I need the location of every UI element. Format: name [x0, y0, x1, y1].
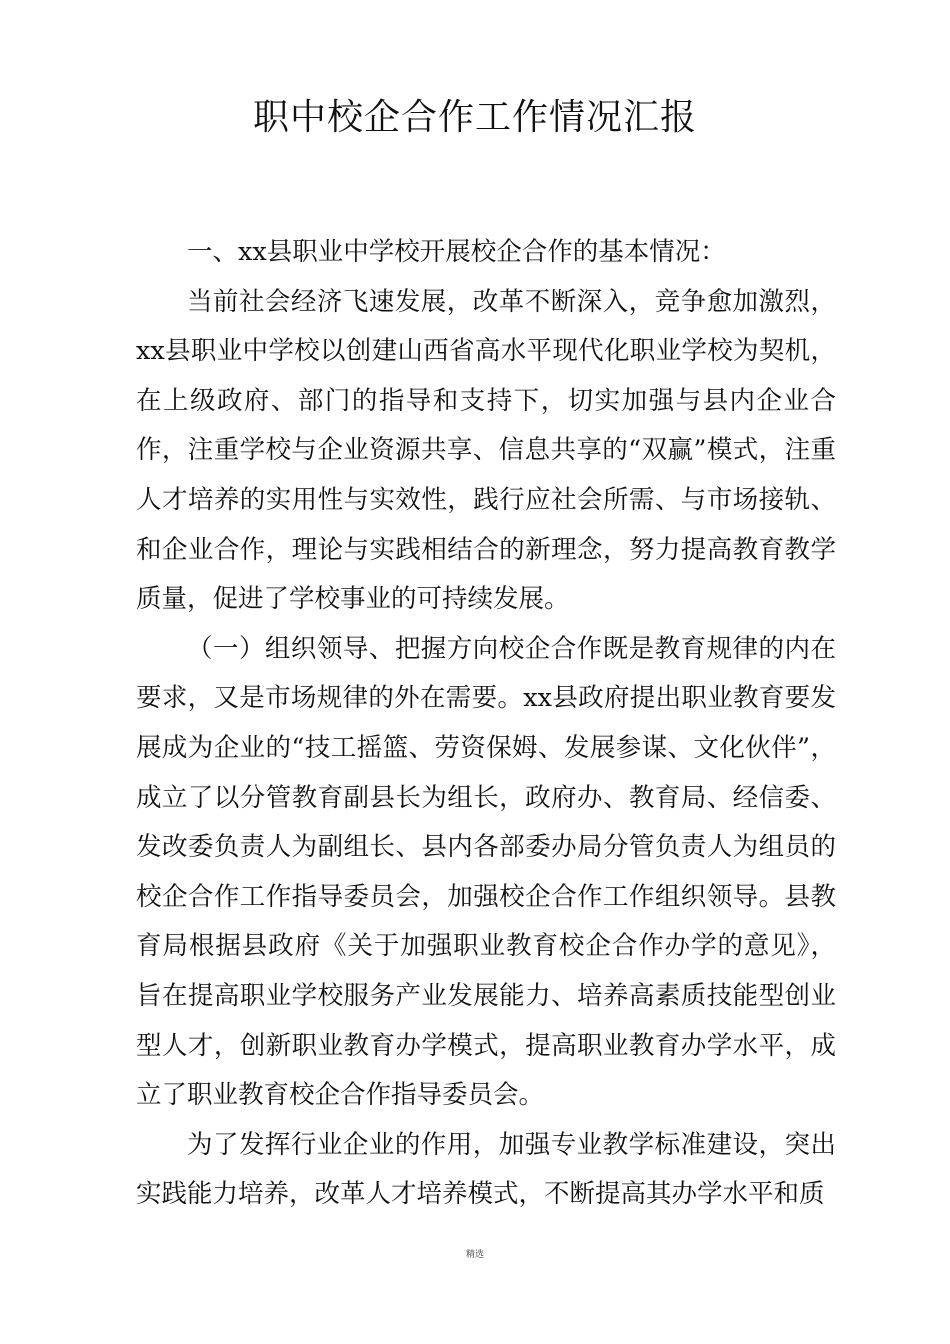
paragraph-organization: （一）组织领导、把握方向校企合作既是教育规律的内在要求，又是市场规律的外在需要。xx县政府提出职业教育要发展成为企业的“技工摇篮、劳资保姆、发展参谋、文化伙伴”，成立了以分管教育副县长为组长，政府办、教育局、经信委、发改委负责人为副组长、县内各部委办局分管负责人为组员的校企合作工作指导委员会，加强校企合作工作组织领导。县教育局根据县政府《关于加强职业教育校企合作办学的意见》，旨在提高职业学校服务产业发展能力、培养高素质技能型创业型人才，创新职业教育办学模式，提高职业教育办学水平，成立了职业教育校企合作指导委员会。	[136, 633, 836, 1111]
paragraph-background: 当前社会经济飞速发展，改革不断深入，竞争愈加激烈，xx县职业中学校以创建山西省高水平现代化职业学校为契机，在上级政府、部门的指导和支持下，切实加强与县内企业合作，注重学校与企业资源共享、信息共享的“双赢”模式，注重人才培养的实用性与实效性，践行应社会所需、与市场接轨、和企业合作，理论与实践相结合的新理念，努力提高教育教学质量，促进了学校事业的可持续发展。	[136, 286, 836, 615]
paragraph-industry-role: 为了发挥行业企业的作用，加强专业教学标准建设，突出实践能力培养，改革人才培养模式，不断提高其办学水平和质	[136, 1129, 836, 1210]
document-title: 职中校企合作工作情况汇报	[252, 97, 697, 138]
document-body	[136, 228, 836, 1220]
page-footer: 精选	[465, 1250, 484, 1260]
section-heading: 一、xx县职业中学校开展校企合作的基本情况：	[187, 237, 726, 267]
